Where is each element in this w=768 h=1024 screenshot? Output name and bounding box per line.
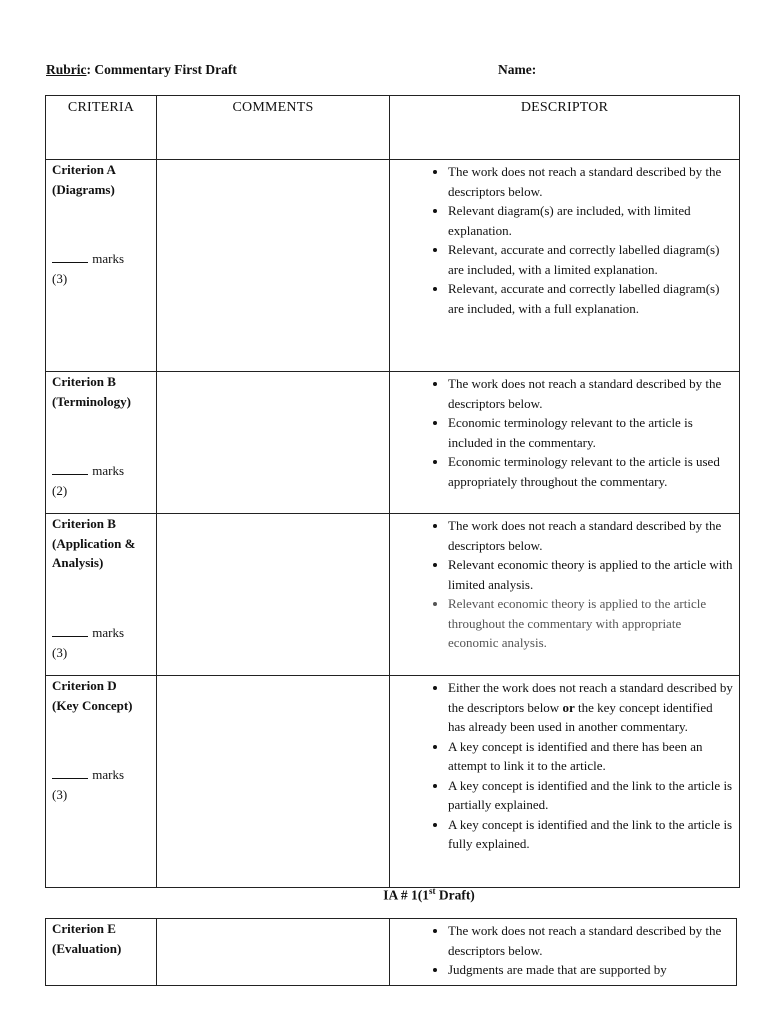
criterion-cell bbox=[46, 676, 157, 888]
marks-entry bbox=[52, 248, 124, 289]
marks-entry bbox=[52, 622, 124, 663]
comments-cell[interactable] bbox=[157, 676, 390, 888]
criterion-title: Criterion D bbox=[52, 678, 117, 693]
table-header-row bbox=[46, 96, 740, 160]
marks-blank[interactable] bbox=[52, 248, 88, 263]
table-row bbox=[46, 514, 740, 676]
marks-label: marks bbox=[89, 625, 125, 640]
criterion-subtitle: (Key Concept) bbox=[52, 697, 133, 713]
descriptor-item: • The work does not reach a standard described by the descriptors below. bbox=[448, 162, 733, 201]
marks-label: marks bbox=[89, 251, 125, 266]
descriptor-header: DESCRIPTOR bbox=[390, 96, 740, 160]
descriptor-item: • Relevant economic theory is applied to the article throughout the commentary with appropriate economic analysis. bbox=[448, 594, 733, 653]
descriptor-list bbox=[396, 514, 733, 657]
criterion-cell bbox=[46, 160, 157, 372]
descriptor-list bbox=[396, 676, 733, 858]
criterion-subtitle: (Terminology) bbox=[52, 393, 131, 409]
comments-header: COMMENTS bbox=[157, 96, 390, 160]
marks-max: (3) bbox=[52, 787, 68, 802]
descriptor-text: the key concept identified has already been used in another commentary. bbox=[448, 699, 713, 734]
descriptor-item: • A key concept is identified and there has been an attempt to link it to the article. bbox=[448, 737, 733, 776]
descriptor-item: • Relevant, accurate and correctly labelled diagram(s) are included, with a limited explanation. bbox=[448, 240, 733, 279]
descriptor-emphasis: or bbox=[562, 699, 575, 715]
descriptor-list bbox=[396, 372, 733, 495]
marks-blank[interactable] bbox=[52, 622, 88, 637]
descriptor-item: • A key concept is identified and the link to the article is fully explained. bbox=[448, 815, 733, 854]
marks-entry bbox=[52, 764, 124, 805]
marks-blank[interactable] bbox=[52, 460, 88, 475]
descriptor-text: Either the work does not reach a standard described by the descriptors below bbox=[448, 680, 733, 715]
descriptor-item: • A key concept is identified and the link to the article is partially explained. bbox=[448, 776, 733, 815]
name-label: Name: bbox=[498, 62, 537, 77]
comments-cell[interactable] bbox=[157, 160, 390, 372]
rubric-table-continued bbox=[45, 918, 737, 986]
descriptor-list bbox=[396, 160, 733, 322]
criterion-title: Criterion B bbox=[52, 516, 116, 531]
rubric-table bbox=[45, 95, 740, 888]
criterion-cell bbox=[46, 919, 157, 986]
marks-entry bbox=[52, 460, 124, 501]
descriptor-item: • Relevant diagram(s) are included, with limited explanation. bbox=[448, 201, 733, 240]
descriptor-item: • Judgments are made that are supported by bbox=[448, 960, 730, 980]
criterion-cell bbox=[46, 514, 157, 676]
descriptor-item: • The work does not reach a standard described by the descriptors below. bbox=[448, 516, 733, 555]
criteria-header: CRITERIA bbox=[46, 96, 157, 160]
descriptor-cell bbox=[390, 160, 740, 372]
table-row bbox=[46, 160, 740, 372]
descriptor-cell bbox=[390, 372, 740, 514]
marks-blank[interactable] bbox=[52, 764, 88, 779]
descriptor-cell bbox=[390, 919, 737, 986]
ia-label bbox=[0, 886, 768, 904]
criterion-subtitle: (Evaluation) bbox=[52, 940, 122, 956]
descriptor-item: • Economic terminology relevant to the article is used appropriately throughout the commentary. bbox=[448, 452, 733, 491]
table-row bbox=[46, 676, 740, 888]
descriptor-item: • Relevant economic theory is applied to the article with limited analysis. bbox=[448, 555, 733, 594]
descriptor-list bbox=[396, 919, 730, 984]
table-row bbox=[46, 372, 740, 514]
descriptor-cell bbox=[390, 676, 740, 888]
page-header bbox=[46, 62, 746, 82]
ia-prefix: IA # 1(1 bbox=[383, 887, 429, 903]
criterion-subtitle: (Application & Analysis) bbox=[52, 535, 136, 570]
criterion-cell bbox=[46, 372, 157, 514]
descriptor-item: • The work does not reach a standard described by the descriptors below. bbox=[448, 921, 730, 960]
marks-max: (2) bbox=[52, 483, 68, 498]
marks-label: marks bbox=[89, 767, 125, 782]
ia-sup: st bbox=[428, 886, 436, 896]
marks-label: marks bbox=[89, 463, 125, 478]
descriptor-item: • The work does not reach a standard described by the descriptors below. bbox=[448, 374, 733, 413]
comments-cell[interactable] bbox=[157, 919, 390, 986]
criterion-title: Criterion B bbox=[52, 374, 116, 389]
comments-cell[interactable] bbox=[157, 372, 390, 514]
ia-suffix: Draft) bbox=[435, 887, 475, 903]
descriptor-item: • Relevant, accurate and correctly labelled diagram(s) are included, with a full explanation. bbox=[448, 279, 733, 318]
comments-cell[interactable] bbox=[157, 514, 390, 676]
descriptor-cell bbox=[390, 514, 740, 676]
marks-max: (3) bbox=[52, 271, 68, 286]
criterion-title: Criterion E bbox=[52, 921, 116, 936]
criterion-title: Criterion A bbox=[52, 162, 116, 177]
criterion-subtitle: (Diagrams) bbox=[52, 181, 115, 197]
table-row bbox=[46, 919, 737, 986]
rubric-title: : Commentary First Draft bbox=[86, 62, 237, 77]
descriptor-item: • Economic terminology relevant to the article is included in the commentary. bbox=[448, 413, 733, 452]
marks-max: (3) bbox=[52, 645, 68, 660]
rubric-label: Rubric bbox=[46, 62, 87, 77]
descriptor-item bbox=[448, 678, 733, 737]
